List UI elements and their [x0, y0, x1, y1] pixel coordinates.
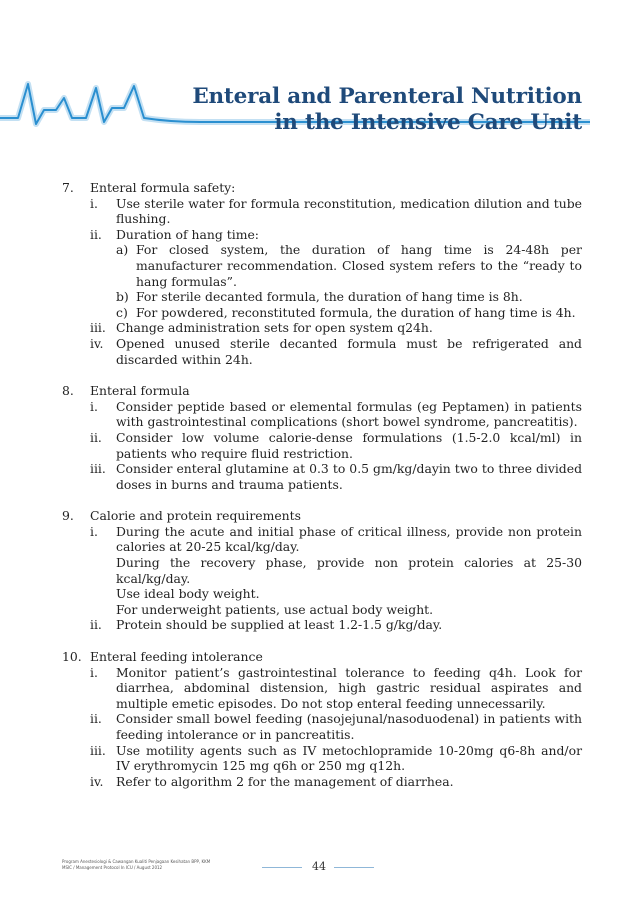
section-heading: [62, 180, 582, 196]
section-heading: [62, 383, 582, 399]
list-item: [90, 196, 582, 227]
section-7: [62, 180, 582, 367]
item-text: Use sterile water for formula reconstitution, medication dilution and tube flushing.: [116, 195, 582, 227]
item-body: [116, 743, 582, 774]
item-numeral: iii.: [90, 320, 106, 336]
item-numeral: iv.: [90, 335, 104, 351]
section-title: Enteral feeding intolerance: [90, 649, 263, 665]
page-footer: [62, 858, 582, 882]
section-number: 10.: [62, 649, 82, 665]
section-heading: [62, 649, 582, 665]
item-body: [116, 617, 582, 633]
item-numeral: ii.: [90, 617, 102, 633]
section-title: Calorie and protein requirements: [90, 508, 301, 524]
footer-line-1: Program Anestesiologi & Cawangan Kualiti Penjagaan Kesihatan BPP, KKM: [62, 859, 211, 864]
title-line-1: Enteral and Parenteral Nutrition: [192, 84, 582, 109]
list-item: [90, 336, 582, 367]
page-header: [0, 0, 638, 160]
sub-item-letter: a): [116, 242, 129, 258]
item-numeral: i.: [90, 195, 98, 211]
section-9: [62, 508, 582, 633]
item-text-continued: During the recovery phase, provide non protein calories at 25-30 kcal/kg/day.: [116, 555, 582, 586]
item-text: Refer to algorithm 2 for the management of diarrhea.: [116, 773, 454, 789]
item-numeral: i.: [90, 398, 98, 414]
item-text: Consider small bowel feeding (nasojejunal/nasoduodenal) in patients with feeding intolerance or in pancreatitis.: [116, 711, 582, 742]
item-numeral: iii.: [90, 461, 106, 477]
item-body: [116, 336, 582, 367]
item-text: Use motility agents such as IV metochlopramide 10-20mg q6-8h and/or IV erythromycin 125 mg q6h or 250 mg q12h.: [116, 742, 582, 774]
item-numeral: ii.: [90, 429, 102, 445]
item-text: During the acute and initial phase of critical illness, provide non protein calories at 20-25 kcal/kg/day.: [116, 523, 582, 555]
protocol-content: [62, 180, 582, 805]
list-item: [90, 743, 582, 774]
section-number: 9.: [62, 508, 74, 524]
item-body: [116, 399, 582, 430]
list-item: [90, 711, 582, 742]
section-items: [90, 524, 582, 633]
sub-item: [116, 242, 582, 289]
item-text: Consider peptide based or elemental formulas (eg Peptamen) in patients with gastrointestinal complications (short bowel syndrome, pancreatitis).: [116, 398, 582, 430]
item-text: Change administration sets for open system q24h.: [116, 320, 433, 336]
footer-line-2: MSIC / Management Protocol In ICU / August 2012: [62, 865, 163, 870]
item-numeral: i.: [90, 664, 98, 680]
item-text: Consider enteral glutamine at 0.3 to 0.5 gm/kg/dayin two to three divided doses in burns and trauma patients.: [116, 461, 582, 492]
section-title: Enteral formula safety:: [90, 180, 236, 195]
footer-rule-left: [262, 867, 302, 868]
page-title: [192, 84, 582, 136]
section-heading: [62, 508, 582, 524]
list-item: [90, 617, 582, 633]
item-body: [116, 196, 582, 227]
sub-item-text: For sterile decanted formula, the duration of hang time is 8h.: [136, 289, 523, 305]
sub-item-letter: b): [116, 289, 129, 305]
list-item: [90, 665, 582, 712]
section-items: [90, 665, 582, 790]
sub-item-text: For closed system, the duration of hang time is 24-48h per manufacturer recommendation. Closed system refers to the “ready to hang formulas”.: [136, 242, 582, 289]
list-item: [90, 227, 582, 321]
section-items: [90, 196, 582, 368]
item-numeral: i.: [90, 523, 98, 539]
item-body: [116, 227, 582, 321]
item-text: Duration of hang time:: [116, 226, 259, 242]
list-item: [90, 774, 582, 790]
sub-item-text: For powdered, reconstituted formula, the duration of hang time is 4h.: [136, 304, 576, 320]
item-body: [116, 524, 582, 618]
footer-note: [62, 859, 210, 871]
item-numeral: iii.: [90, 742, 106, 758]
item-body: [116, 711, 582, 742]
item-text: Consider low volume calorie-dense formulations (1.5-2.0 kcal/ml) in patients who require fluid restriction.: [116, 429, 582, 461]
sub-item: [116, 289, 582, 305]
item-body: [116, 665, 582, 712]
item-body: [116, 774, 582, 790]
section-number: 8.: [62, 383, 74, 399]
item-text: Protein should be supplied at least 1.2-1.5 g/kg/day.: [116, 617, 443, 633]
section-title: Enteral formula: [90, 383, 190, 399]
footer-rule-right: [334, 867, 374, 868]
item-body: [116, 320, 582, 336]
item-text: Monitor patient’s gastrointestinal tolerance to feeding q4h. Look for diarrhea, abdominal distension, high gastric residual aspirates and multiple emetic episodes. Do not stop enteral feeding unnecessarily.: [116, 664, 582, 711]
item-body: [116, 430, 582, 461]
list-item: [90, 430, 582, 461]
list-item: [90, 320, 582, 336]
item-body: [116, 461, 582, 492]
page-number: 44: [312, 860, 326, 873]
list-item: [90, 399, 582, 430]
section-items: [90, 399, 582, 493]
title-line-2: in the Intensive Care Unit: [274, 110, 582, 135]
sub-item: [116, 305, 582, 321]
item-text-continued: Use ideal body weight.: [116, 586, 260, 602]
section-8: [62, 383, 582, 492]
section-number: 7.: [62, 180, 74, 195]
list-item: [90, 461, 582, 492]
section-10: [62, 649, 582, 789]
list-item: [90, 524, 582, 618]
item-numeral: iv.: [90, 773, 104, 789]
item-text: Opened unused sterile decanted formula must be refrigerated and discarded within 24h.: [116, 335, 582, 367]
sub-item-letter: c): [116, 304, 128, 320]
item-numeral: ii.: [90, 711, 102, 727]
item-text-continued: For underweight patients, use actual body weight.: [116, 601, 434, 617]
item-numeral: ii.: [90, 226, 102, 242]
